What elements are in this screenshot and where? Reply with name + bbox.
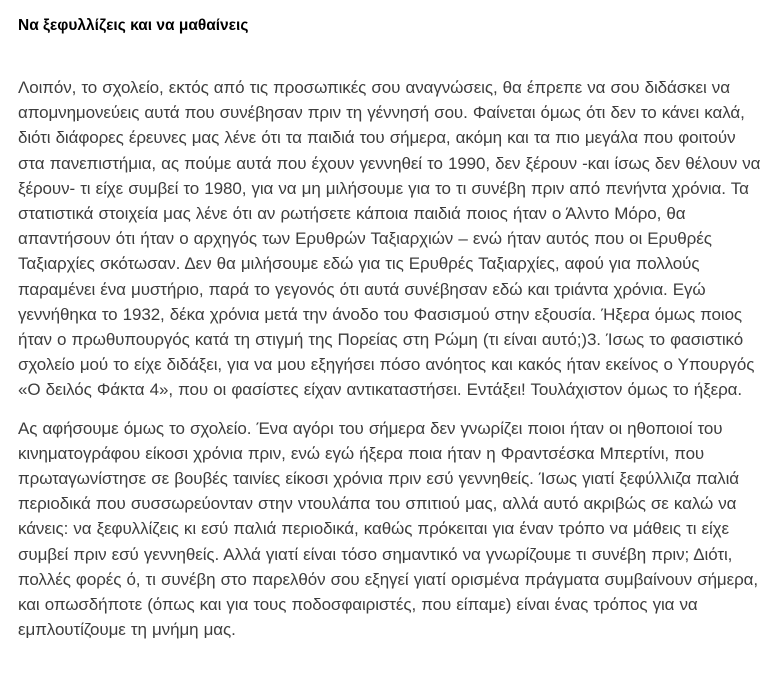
document-title: Να ξεφυλλίζεις και να μαθαίνεις — [18, 17, 249, 34]
paragraph-1: Λοιπόν, το σχολείο, εκτός από τις προσωπικές σου αναγνώσεις, θα έπρεπε να σου διδάσκει να απομνημονεύεις αυτά που συνέβησαν πριν τη γέννησή σου. Φαίνεται όμως ότι δεν το κάνει καλά, διότι διάφορες έρευνες μας λένε ότι τα παιδιά του σήμερα, ακόμη και τα πιο μεγάλα που φοιτούν στα πανεπιστήμια, ας πούμε αυτά που έχουν γεννηθεί το 1990, δεν ξέρουν -και ίσως δεν θέλουν να ξέρουν- τι είχε συμβεί το 1980, για να μη μιλήσουμε για το τι συνέβη πριν από πενήντα χρόνια. Τα στατιστικά στοιχεία μας λένε ότι αν ρωτήσετε κάποια παιδιά ποιος ήταν ο Άλντο Μόρο, θα απαντήσουν ότι ήταν ο αρχηγός των Ερυθρών Ταξιαρχιών – ενώ ήταν αυτός που οι Ερυθρές Ταξιαρχίες σκότωσαν. Δεν θα μιλήσουμε εδώ για τις Ερυθρές Ταξιαρχίες, αφού για πολλούς παραμένει ένα μυστήριο, παρά το γεγονός ότι αυτά συνέβησαν εδώ και τριάντα χρόνια. Εγώ γεννήθηκα το 1932, δέκα χρόνια μετά την άνοδο του Φασισμού στην εξουσία. Ήξερα όμως ποιος ήταν ο πρωθυπουργός κατά τη στιγμή της Πορείας στη Ρώμη (τι είναι αυτό;)3. Ίσως το φασιστικό σχολείο μού το είχε διδάξει, για να μου εξηγήσει πόσο ανόητος και κακός ήταν εκείνος ο Υπουργός «Ο δειλός Φάκτα 4», που οι φασίστες είχαν αντικαταστήσει. Εντάξει! Τουλάχιστον όμως το ήξερα. — [18, 78, 761, 400]
document-body — [18, 75, 763, 642]
paragraph-2: Ας αφήσουμε όμως το σχολείο. Ένα αγόρι του σήμερα δεν γνωρίζει ποιοι ήταν οι ηθοποιοί του κινηματογράφου είκοσι χρόνια πριν, ενώ εγώ ήξερα ποια ήταν η Φραντσέσκα Μπερτίνι, που πρωταγωνίστησε σε βουβές ταινίες είκοσι χρόνια πριν εσύ γεννηθείς. Ίσως γιατί ξεφύλλιζα παλιά περιοδικά που συσσωρεύονταν στην ντουλάπα του σπιτιού μας, αλλά αυτό ακριβώς σε καλώ να κάνεις: να ξεφυλλίζεις κι εσύ παλιά περιοδικά, καθώς πρόκειται για έναν τρόπο να μάθεις τι είχε συμβεί πριν εσύ γεννηθείς. Αλλά γιατί είναι τόσο σημαντικό να γνωρίζουμε τι συνέβη πριν; Διότι, πολλές φορές ό, τι συνέβη στο παρελθόν σου εξηγεί γιατί ορισμένα πράγματα συμβαίνουν σήμερα, και οπωσδήποτε (όπως και για τους ποδοσφαιριστές, που είπαμε) είναι ένας τρόπος για να εμπλουτίζουμε τη μνήμη μας. — [18, 418, 759, 640]
